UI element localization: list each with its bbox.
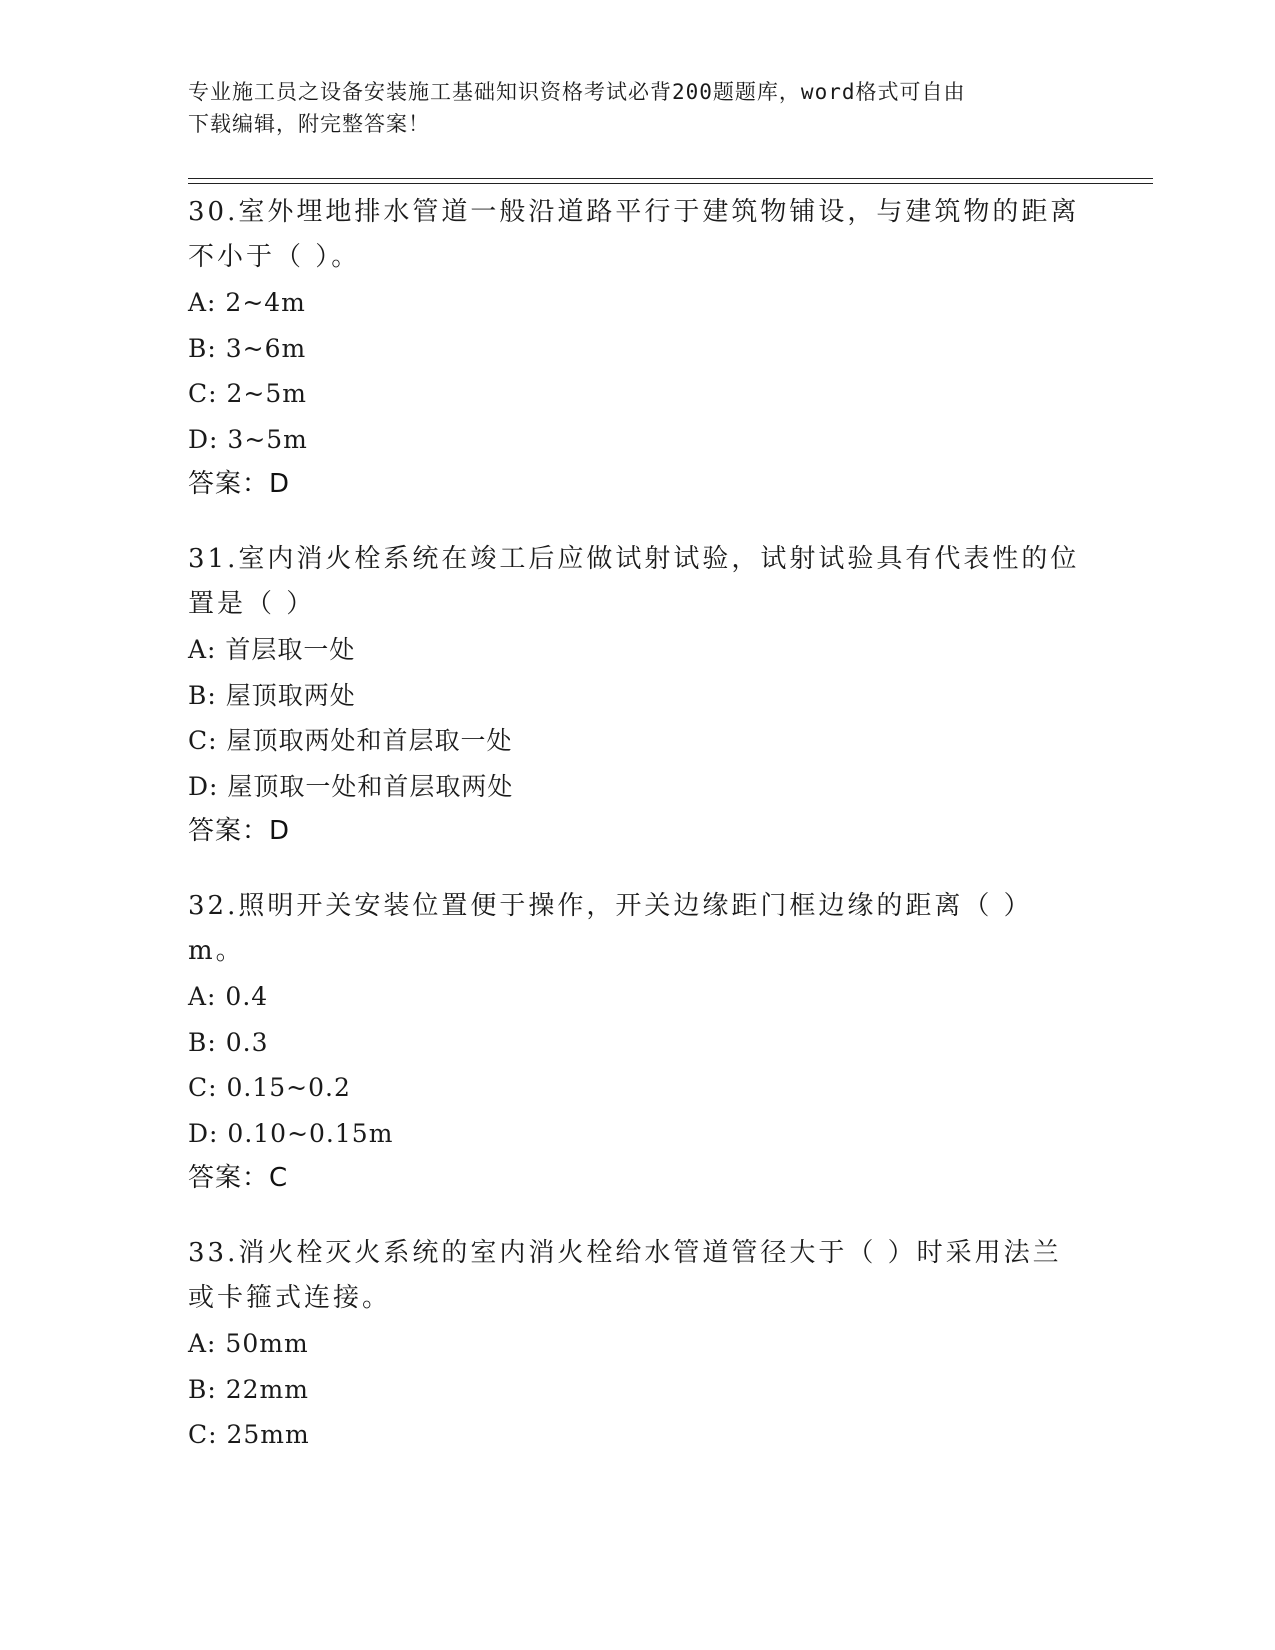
option-d: D: 0.10~0.15m <box>188 1118 394 1148</box>
option-a: A: 首层取一处 <box>188 635 356 664</box>
option-c: C: 25mm <box>188 1420 310 1449</box>
answer-line: 答案：C <box>188 1163 289 1193</box>
question-32 <box>188 884 1088 1201</box>
option-b: B: 3~6m <box>188 333 307 363</box>
header-divider-top <box>188 178 1153 179</box>
option-b: B: 22mm <box>188 1374 309 1404</box>
question-stem-line: 置是（ ） <box>188 589 316 619</box>
question-stem-line: 31.室内消火栓系统在竣工后应做试射试验，试射试验具有代表性的位 <box>188 544 1080 574</box>
header-divider-bottom <box>188 183 1153 184</box>
option-c: C: 2~5m <box>188 379 307 408</box>
question-stem-line: 或卡箍式连接。 <box>188 1283 392 1313</box>
option-b: B: 屋顶取两处 <box>188 680 356 710</box>
question-31 <box>188 537 1088 854</box>
question-stem-line: 32.照明开关安装位置便于操作，开关边缘距门框边缘的距离（ ）m。 <box>188 891 1033 966</box>
document-header <box>188 76 1068 140</box>
option-c: C: 0.15~0.2 <box>188 1073 351 1102</box>
option-a: A: 2~4m <box>188 288 306 317</box>
question-list <box>188 190 1088 1488</box>
option-d: D: 3~5m <box>188 424 308 454</box>
option-a: A: 0.4 <box>188 982 269 1011</box>
option-c: C: 屋顶取两处和首层取一处 <box>188 726 513 755</box>
answer-line: 答案：D <box>188 816 291 846</box>
question-30 <box>188 190 1088 507</box>
answer-line: 答案：D <box>188 469 291 499</box>
question-33 <box>188 1231 1088 1458</box>
question-stem-line: 不小于（ ）。 <box>188 242 361 272</box>
header-line-1: 专业施工员之设备安装施工基础知识资格考试必背200题题库，word格式可自由 <box>188 80 966 104</box>
header-line-2: 下载编辑，附完整答案！ <box>188 112 430 136</box>
option-d: D: 屋顶取一处和首层取两处 <box>188 771 514 801</box>
option-b: B: 0.3 <box>188 1027 269 1057</box>
question-stem-line: 33.消火栓灭火系统的室内消火栓给水管道管径大于（ ）时采用法兰 <box>188 1238 1062 1268</box>
option-a: A: 50mm <box>188 1329 309 1358</box>
question-stem-line: 30.室外埋地排水管道一般沿道路平行于建筑物铺设，与建筑物的距离 <box>188 197 1080 227</box>
